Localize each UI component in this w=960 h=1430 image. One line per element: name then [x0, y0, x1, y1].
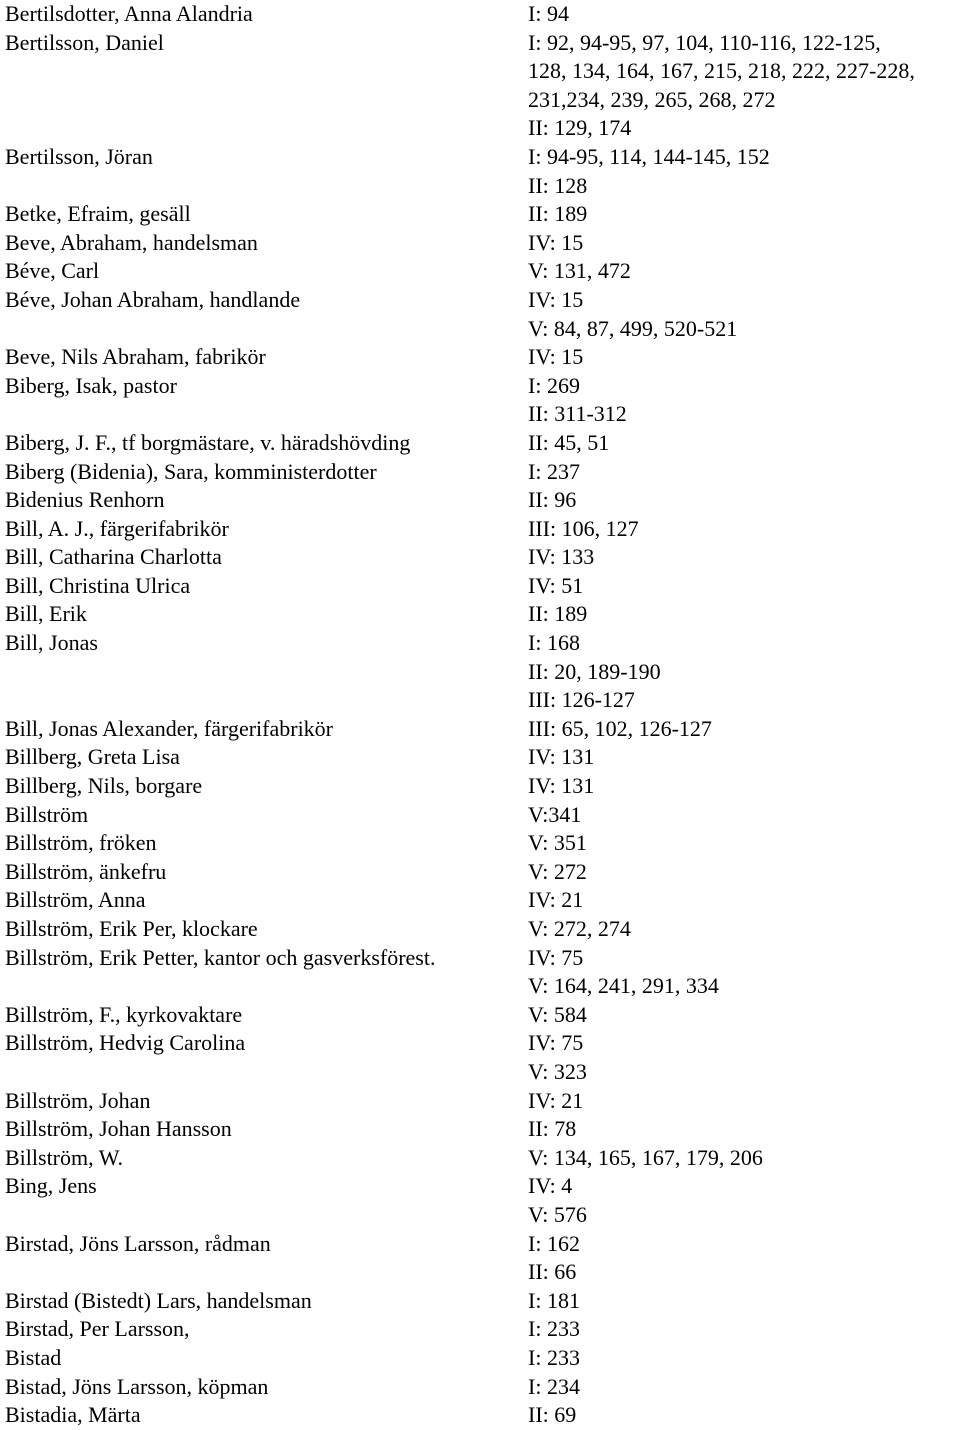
- index-entry-continuation: [0, 86, 960, 115]
- entry-name: Birstad (Bistedt) Lars, handelsman: [5, 1287, 312, 1313]
- entry-name: Billström: [5, 801, 89, 827]
- index-entry-continuation: [0, 114, 960, 143]
- entry-references: V: 576: [528, 1201, 587, 1227]
- entry-references: I: 233: [528, 1316, 580, 1342]
- entry-references: IV: 51: [528, 572, 584, 598]
- entry-references: 231,234, 239, 265, 268, 272: [528, 86, 776, 112]
- index-entry-continuation: [0, 172, 960, 201]
- index-entry-continuation: [0, 400, 960, 429]
- entry-references: IV: 21: [528, 1087, 584, 1113]
- entry-name: Billberg, Nils, borgare: [5, 773, 203, 799]
- entry-name: [0, 400, 528, 429]
- index-entry: [0, 343, 960, 372]
- entry-name: Billström, Erik Petter, kantor och gasverksförest.: [5, 944, 436, 970]
- index-entry: [0, 1315, 960, 1344]
- entry-references: I: 168: [528, 630, 580, 656]
- index-entry: [0, 1344, 960, 1373]
- entry-name: Bistad: [5, 1344, 62, 1370]
- entry-name: Billström, Johan Hansson: [5, 1116, 232, 1142]
- index-entry: [0, 715, 960, 744]
- index-entry: [0, 1172, 960, 1201]
- entry-references: V: 84, 87, 499, 520-521: [528, 315, 738, 341]
- index-entry: [0, 600, 960, 629]
- entry-name: Bidenius Renhorn: [5, 487, 165, 513]
- entry-references: I: 94-95, 114, 144-145, 152: [528, 143, 770, 169]
- entry-references: IV: 15: [528, 344, 584, 370]
- index-entry: [0, 1029, 960, 1058]
- entry-name: Bill, Jonas: [5, 630, 98, 656]
- index-entry: [0, 743, 960, 772]
- index-entry: [0, 229, 960, 258]
- index-entry-continuation: [0, 972, 960, 1001]
- index-entry: [0, 143, 960, 172]
- entry-name: Biberg, Isak, pastor: [5, 372, 177, 398]
- entry-references: IV: 75: [528, 944, 584, 970]
- entry-references: I: 234: [528, 1373, 580, 1399]
- index-entry: [0, 915, 960, 944]
- index-entry: [0, 515, 960, 544]
- index-entry: [0, 200, 960, 229]
- index-entry: [0, 1115, 960, 1144]
- entry-name: Béve, Johan Abraham, handlande: [5, 286, 301, 312]
- entry-name: Billberg, Greta Lisa: [5, 744, 180, 770]
- index-entry: [0, 1144, 960, 1173]
- entry-name: Billström, Erik Per, klockare: [5, 916, 258, 941]
- index-entry: [0, 572, 960, 601]
- entry-name: Bertilsson, Daniel: [5, 29, 164, 55]
- entry-references: V: 131, 472: [528, 258, 631, 284]
- index-entry-continuation: [0, 315, 960, 344]
- entry-name: Bill, Jonas Alexander, färgerifabrikör: [5, 715, 334, 741]
- index-entry: [0, 257, 960, 286]
- entry-references: V:341: [528, 801, 582, 827]
- entry-name: [0, 172, 528, 201]
- entry-references: IV: 133: [528, 544, 595, 570]
- entry-references: V: 272, 274: [528, 916, 631, 941]
- entry-references: I: 181: [528, 1287, 580, 1313]
- entry-name: Bing, Jens: [5, 1173, 97, 1199]
- entry-references: III: 65, 102, 126-127: [528, 715, 712, 741]
- index-entry: [0, 458, 960, 487]
- entry-name: [0, 86, 528, 115]
- index-entry: [0, 1287, 960, 1316]
- index-entry: [0, 1230, 960, 1259]
- entry-references: V: 134, 165, 167, 179, 206: [528, 1144, 763, 1170]
- entry-references: V: 323: [528, 1058, 587, 1084]
- entry-name: Bistad, Jöns Larsson, köpman: [5, 1373, 269, 1399]
- entry-references: III: 106, 127: [528, 515, 639, 541]
- entry-name: Bistadia, Märta: [5, 1402, 141, 1428]
- index-entry-continuation: [0, 1058, 960, 1087]
- index-entry: [0, 629, 960, 658]
- entry-references: IV: 15: [528, 286, 584, 312]
- index-entry: [0, 429, 960, 458]
- index-entry: [0, 944, 960, 973]
- entry-references: II: 311-312: [528, 401, 627, 427]
- index-entry: [0, 372, 960, 401]
- entry-name: [0, 1058, 528, 1087]
- entry-references: I: 94: [528, 1, 569, 26]
- index-entry: [0, 1401, 960, 1430]
- entry-name: Birstad, Jöns Larsson, rådman: [5, 1230, 271, 1256]
- index-entry-continuation: [0, 1258, 960, 1287]
- entry-references: V: 351: [528, 830, 587, 856]
- index-entry-continuation: [0, 686, 960, 715]
- index-entry-continuation: [0, 1201, 960, 1230]
- entry-name: Birstad, Per Larsson,: [5, 1316, 190, 1342]
- index-entry: [0, 0, 960, 29]
- index-entry: [0, 1373, 960, 1402]
- entry-references: II: 128: [528, 172, 588, 198]
- entry-name: [0, 658, 528, 687]
- index-entry-continuation: [0, 57, 960, 86]
- entry-name: [0, 114, 528, 143]
- entry-references: II: 96: [528, 487, 577, 513]
- index-entry: [0, 543, 960, 572]
- entry-references: II: 189: [528, 601, 588, 627]
- entry-references: I: 237: [528, 458, 580, 484]
- entry-name: Beve, Nils Abraham, fabrikör: [5, 344, 266, 370]
- entry-references: II: 45, 51: [528, 429, 610, 455]
- entry-name: Billström, Hedvig Carolina: [5, 1030, 246, 1056]
- index-entry: [0, 1087, 960, 1116]
- entry-references: II: 129, 174: [528, 115, 632, 141]
- entry-name: Bill, Catharina Charlotta: [5, 544, 222, 570]
- index-entry: [0, 829, 960, 858]
- index-entry: [0, 286, 960, 315]
- entry-references: 128, 134, 164, 167, 215, 218, 222, 227-228,: [528, 58, 915, 84]
- entry-references: IV: 4: [528, 1173, 573, 1199]
- entry-references: I: 162: [528, 1230, 580, 1256]
- entry-references: II: 66: [528, 1259, 577, 1285]
- index-entry: [0, 772, 960, 801]
- index-entry: [0, 1001, 960, 1030]
- entry-name: [0, 1258, 528, 1287]
- index-entry: [0, 486, 960, 515]
- entry-name: Béve, Carl: [5, 258, 100, 284]
- entry-name: Billström, F., kyrkovaktare: [5, 1001, 243, 1027]
- index-entry-continuation: [0, 658, 960, 687]
- entry-references: II: 78: [528, 1116, 577, 1142]
- entry-name: [0, 686, 528, 715]
- entry-name: Bill, Erik: [5, 601, 87, 627]
- entry-references: IV: 15: [528, 229, 584, 255]
- entry-references: V: 272: [528, 858, 587, 884]
- entry-references: III: 126-127: [528, 687, 635, 713]
- entry-references: IV: 131: [528, 744, 595, 770]
- entry-references: I: 233: [528, 1344, 580, 1370]
- entry-name: Bertilsson, Jöran: [5, 143, 153, 169]
- entry-name: Bertilsdotter, Anna Alandria: [5, 1, 253, 26]
- entry-references: II: 69: [528, 1402, 577, 1428]
- entry-name: Bill, A. J., färgerifabrikör: [5, 515, 229, 541]
- entry-references: II: 20, 189-190: [528, 658, 661, 684]
- entry-references: IV: 21: [528, 887, 584, 913]
- entry-references: IV: 131: [528, 773, 595, 799]
- index-entry: [0, 886, 960, 915]
- entry-name: Betke, Efraim, gesäll: [5, 201, 191, 227]
- index-entry: [0, 801, 960, 830]
- index-entry: [0, 29, 960, 58]
- entry-references: V: 584: [528, 1001, 587, 1027]
- entry-name: Billström, W.: [5, 1144, 123, 1170]
- entry-references: I: 92, 94-95, 97, 104, 110-116, 122-125,: [528, 29, 881, 55]
- entry-name: [0, 972, 528, 1001]
- entry-references: II: 189: [528, 201, 588, 227]
- entry-name: Billström, änkefru: [5, 858, 167, 884]
- entry-name: Beve, Abraham, handelsman: [5, 229, 258, 255]
- entry-name: [0, 1201, 528, 1230]
- entry-name: Billström, fröken: [5, 830, 157, 856]
- entry-name: Billström, Johan: [5, 1087, 151, 1113]
- entry-name: [0, 57, 528, 86]
- index-entry: [0, 858, 960, 887]
- entry-name: Biberg (Bidenia), Sara, komministerdotter: [5, 458, 377, 484]
- entry-name: Biberg, J. F., tf borgmästare, v. häradshövding: [5, 429, 411, 455]
- entry-references: IV: 75: [528, 1030, 584, 1056]
- entry-name: Billström, Anna: [5, 887, 146, 913]
- entry-name: [0, 315, 528, 344]
- entry-references: V: 164, 241, 291, 334: [528, 973, 719, 999]
- entry-name: Bill, Christina Ulrica: [5, 572, 191, 598]
- entry-references: I: 269: [528, 372, 580, 398]
